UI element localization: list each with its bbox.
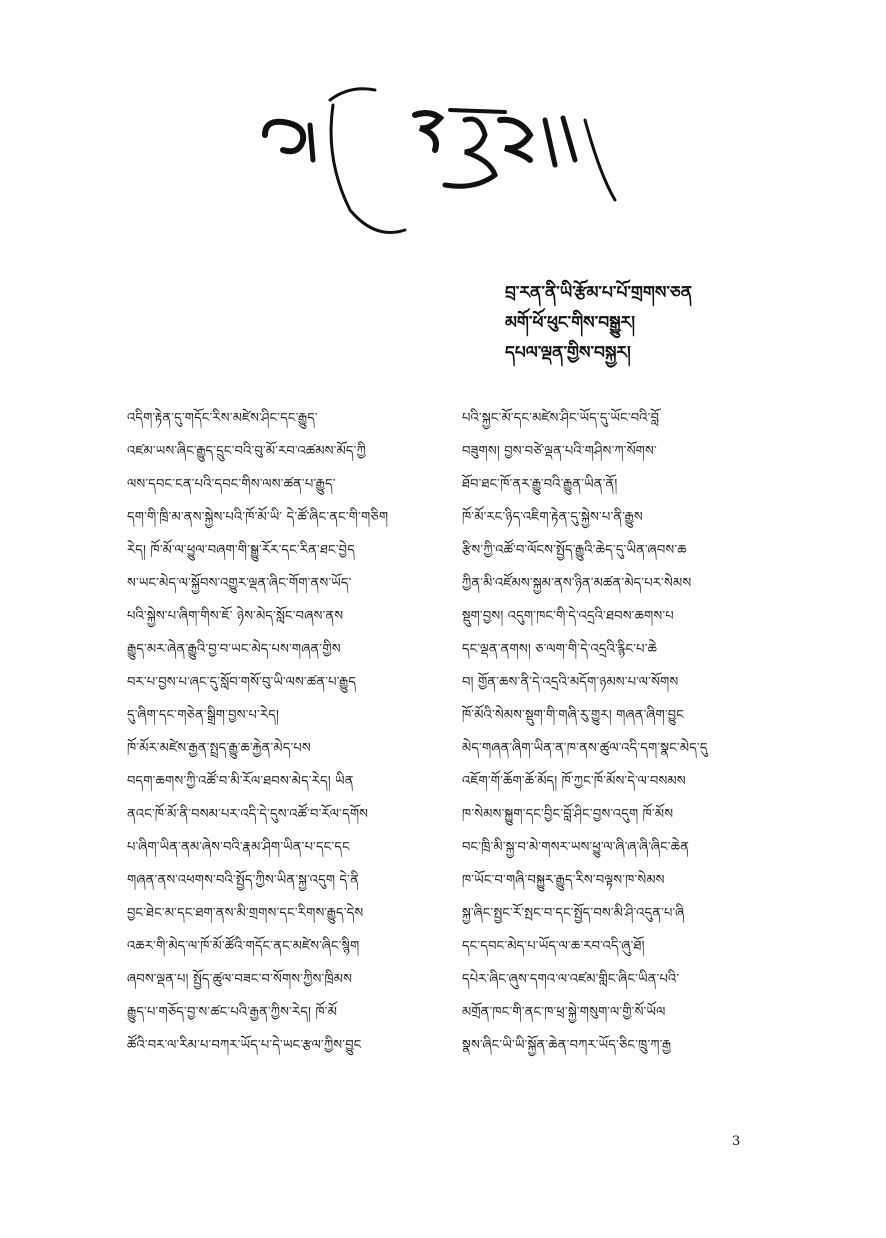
calligraphy-title [255,80,625,240]
epigraph [505,278,825,368]
text-line: ས་ཡང་མེད་ལ་སྐྱོབས་འགྱུར་ལྡན་ཞིང་གོག་ནས་ཡོད་ [127,576,352,591]
text-line: རྒྱུད་མར་ཞེན་རྒྱུའི་བྱ་བ་ཡང་མེད་པས་གཞན་གྱིས [127,642,341,657]
text-line: ཐོབ་ཐང་ཁོ་ནར་རྒྱུ་བའི་རྒྱུན་ཡིན་ནོ། [462,477,618,492]
text-line: ཚོའི་བར་ལ་རིམ་པ་བཀར་ཡོད་པ་དེ་ཡང་རྩལ་ཀྱིས་བྱུང [127,1038,362,1053]
text-line: ཀྱིན་མི་འཛོམས་སྐྱམ་ནས་ཉིན་མཚན་མེད་པར་སེམས [462,576,692,591]
right-text-column [462,402,810,1062]
epigraph-line: བྲ་རན་ནི་ཡི་རྩོམ་པ་པོ་གྲགས་ཅན [505,283,693,303]
text-line: མེད་གཞན་ཞིག་ཡིན་ན་ཁ་ནས་ཚུལ་འདི་དག་སྣང་མེད་དུ [462,741,708,756]
text-line: འདིག་རྟེན་དུ་གདོང་རིས་མཛེས་ཤིང་དང་རྒྱུད་ [127,411,318,426]
text-line: བཟུགས། བྱས་བཙེ་ལྡན་པའི་གཤིས་ཀ་སོགས་ [462,444,657,459]
text-line: ཁོ་མོའི་སེམས་སྡུག་གི་གཞི་རུ་གྱུར། གཞན་ཞིག་བྱུང [462,708,684,723]
text-line: རྒྱུད་པ་གཅོད་བྱ་ས་ཚང་པའི་རྒྱན་ཀྱིས་རེད། ཁོ་མོ [127,1005,338,1020]
text-line: དང་ལྡན་ནགས། ཅ་ལག་གི་དེ་འདྲའི་རྙིང་པ་ཆེ [462,642,658,657]
epigraph-line: དཔལ་ལྡན་གྱིས་བསྐྱར། [505,343,631,363]
text-line: སྐྱ་ཞིང་སྤྱང་རོ་སྤང་བ་དང་སྤྱོད་བས་མི་ཤི་འདུན་པ་ཞི [462,906,685,921]
text-line: པ་ཞིག་ཡིན་ནམ་ཞེས་བའི་རྣམ་ཤིག་ཡིན་པ་དང་དང [127,840,350,855]
page-number: 3 [732,1134,741,1149]
text-line: འཛམ་ཡས་ཞིང་རྒྱུད་དྲུང་བའི་བུ་མོ་རབ་འཚམས་མོད་ཀྱི [127,444,366,459]
text-line: རེད། ཁོ་མོ་ལ་ཕྱུལ་བཞག་གི་སྒྱུ་རོར་དང་རིན་ཐང་བྱེད [127,543,355,558]
text-line: ཁ་སེམས་སྐྱུག་དང་བྱིང་བློ་ཤིང་བྱས་འདུག ཁོ་མོས [462,807,674,822]
text-line: པའི་སྐྱང་མོ་དང་མཛེས་ཤིང་ཡོད་དུ་ཡོང་བའི་བློ [462,411,660,426]
text-line: ཁོ་མོར་མཛེས་རྒྱན་སྤྲད་རྒྱུ་ཆ་རྐྱེན་མེད་པས [127,741,311,756]
text-line: འཇོག་གོ་ཆོག་ཆོ་མོད། ཁོ་ཀྱང་ཁོ་མོས་དེ་ལ་བསམས [462,774,686,789]
text-line: ནའང་ཁོ་མོ་ནི་བསམ་པར་འདི་དེ་དུས་འཚོ་བ་རོལ་དགོས [127,807,369,822]
text-line: འཆར་གི་མེད་ལ་ཁོ་མོ་ཚོའི་གདོང་ནང་མཛེས་ཞིང་སྙིག [127,939,360,954]
text-line: སྡུག་བྱས། འདུག་ཁང་གི་དེ་འདྲའི་ཐབས་ཆགས་པ [462,609,674,624]
text-line: ཁོ་མོ་རང་ཉིད་འཇིག་རྟེན་དུ་སྐྱེས་པ་ནི་རྒྱུས [462,510,643,525]
text-line: ཁ་ཡོང་བ་གཞི་བསྐྱུར་རྒྱུད་རིས་བལྟས་ཁ་སེམས [462,873,665,888]
text-line: དང་དབང་མེད་པ་ཡོད་ལ་ཆ་རབ་འདི་ཞུ་ཐོ། [462,939,645,954]
text-line: བདག་ཆགས་ཀྱི་འཚོ་བ་མི་རོལ་ཐབས་མེད་རེད། ཡིན [127,774,354,789]
text-line: དཔེར་ཞིང་ཞུས་དགའ་ལ་འཛམ་གླིང་ཞིང་ཡིན་པའི་ [462,972,680,987]
text-line: དུ་ཞིག་དང་གཅེན་སྒྲིག་བྱས་པ་རེད། [127,708,280,723]
left-text-column [127,402,422,1062]
text-line: དག་གི་ཁྲི་མ་ནས་སྐྱེས་པའི་ཁོ་མོ་ཡི་ དེ་ཚོ་ཞིང་ནང་གི་གཅིག [127,510,389,525]
text-line: སྣས་ཞིང་ཡི་ཡི་སྐྱོན་ཆེན་བཀར་ཡོད་ཅིང་ཁྲུ་ཀ་རྒྱ [462,1038,672,1053]
text-line: བར་པ་བྱས་པ་ཞང་དུ་སློབ་གསོ་བུ་ཡི་ལས་ཚན་པ་རྒྱུད [127,675,357,690]
text-line: མགྲོན་ཁང་གི་ནང་ཁ་ཕྲ་སྐྱེ་གསུག་ལ་གྱི་སོ་ཡོལ [462,1005,666,1020]
text-line: རྩིས་ཀྱི་འཚོ་བ་ལོངས་སྤྱོད་རྒྱུའི་ཆེད་དུ་ཡིན་ཞབས་ཆ [462,543,687,558]
text-line: གཞན་ནས་འཕགས་བའི་སྤྱོད་ཀྱིས་ཡིན་སྐྱ་འདུག དེ་ནི [127,873,360,888]
text-line: བང་ཁྲི་མི་སྐྱ་བ་མེ་གསར་ཡས་ཕྱུ་ལ་ཞི་ཞ་ཞི་ཞིང་ཆེན [462,840,690,855]
epigraph-line: མགོ་ཕོ་ཕུང་གིས་བསྒྱུར། [505,313,635,333]
text-line: པའི་སྐྱེས་པ་ཞིག་གིས་ཇོ་ ཉེས་མེད་སློང་བཞས་ནས [127,609,344,624]
text-line: ལས་དབང་ངན་པའི་དབང་གིས་ལས་ཚན་པ་རྒྱུད་ [127,477,336,492]
text-line: བ། གྱོན་ཆས་ནི་དེ་འདྲའི་མདོག་ཉམས་པ་ལ་སོགས [462,675,679,690]
text-line: ཞབས་ལྡན་པ། སྤྱོད་ཚུལ་བཟང་བ་སོགས་ཀྱིས་ཁྲིམས [127,972,353,987]
text-line: བྱང་ཐེང་མ་དང་ཐག་ནས་མི་གྲགས་དང་རིགས་རྒྱུད་དེས [127,906,364,921]
